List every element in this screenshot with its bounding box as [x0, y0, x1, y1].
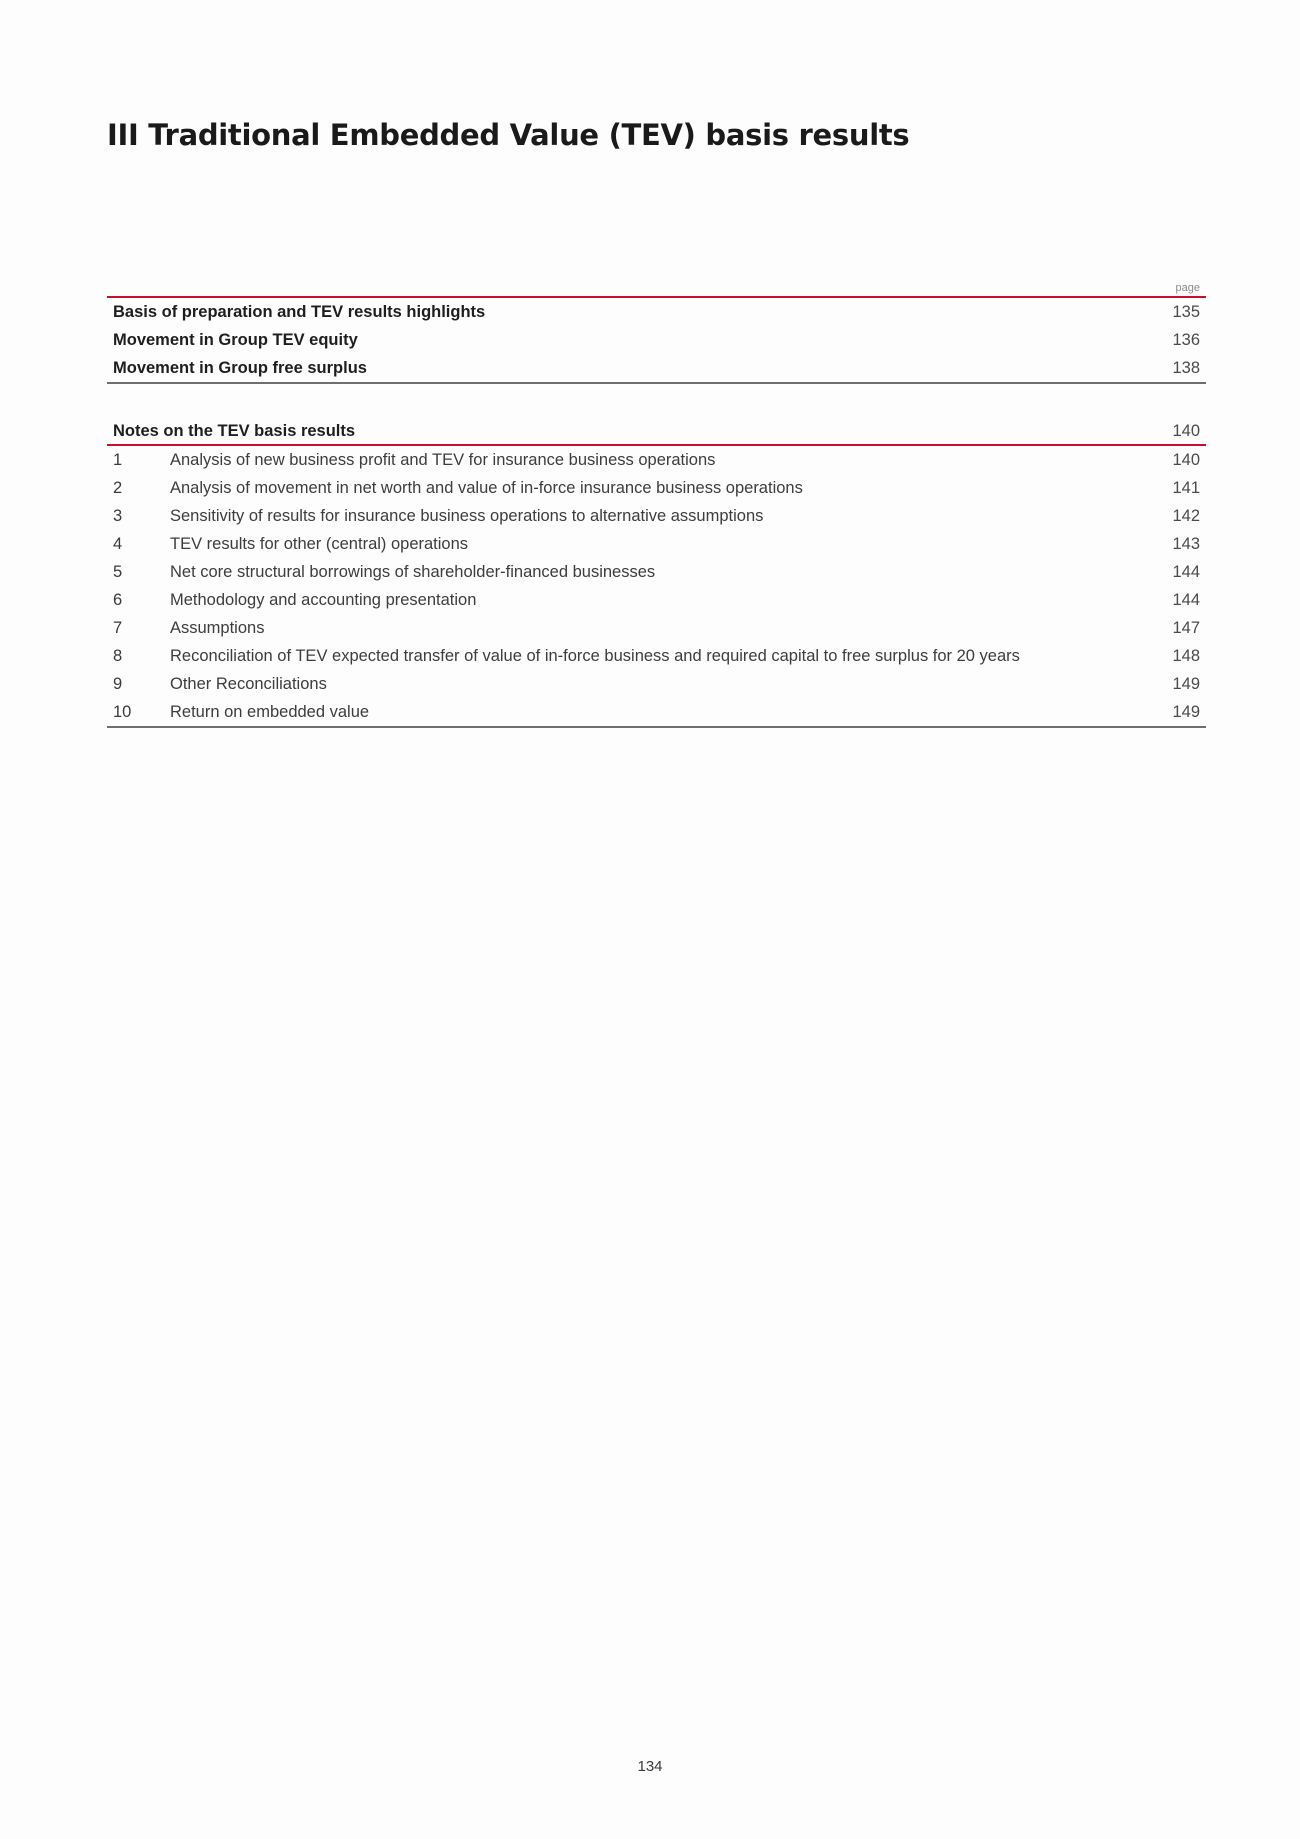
- note-label: Methodology and accounting presentation: [170, 590, 477, 609]
- note-page: 147: [1172, 618, 1200, 637]
- note-page: 143: [1172, 534, 1200, 553]
- note-page: 149: [1172, 674, 1200, 693]
- contents-row-label: Basis of preparation and TEV results highlights: [113, 302, 486, 321]
- note-number: 10: [113, 702, 132, 721]
- note-row[interactable]: [107, 558, 1206, 586]
- note-label: Analysis of movement in net worth and value of in-force insurance business operations: [170, 478, 803, 497]
- contents-row-page: 135: [1172, 302, 1200, 321]
- note-page: 141: [1172, 478, 1200, 497]
- note-row[interactable]: [107, 502, 1206, 530]
- contents-row-page: 138: [1172, 358, 1200, 377]
- grey-divider: [107, 382, 1206, 384]
- contents-notes-table: [107, 418, 1206, 728]
- note-page: 149: [1172, 702, 1200, 721]
- note-row[interactable]: [107, 642, 1206, 670]
- note-page: 144: [1172, 590, 1200, 609]
- note-row[interactable]: [107, 446, 1206, 474]
- notes-heading: Notes on the TEV basis results: [113, 421, 356, 440]
- note-number: 4: [113, 534, 123, 553]
- contents-row[interactable]: [107, 298, 1206, 326]
- note-label: TEV results for other (central) operations: [170, 534, 469, 553]
- note-page: 148: [1172, 646, 1200, 665]
- note-number: 6: [113, 590, 123, 609]
- note-row[interactable]: [107, 670, 1206, 698]
- note-label: Sensitivity of results for insurance business operations to alternative assumptions: [170, 506, 764, 525]
- notes-heading-row[interactable]: [107, 418, 1206, 444]
- note-number: 7: [113, 618, 123, 637]
- note-page: 144: [1172, 562, 1200, 581]
- note-label: Net core structural borrowings of shareholder-financed businesses: [170, 562, 656, 581]
- page-column-header: page: [1175, 282, 1200, 294]
- note-number: 9: [113, 674, 123, 693]
- contents-row[interactable]: [107, 354, 1206, 382]
- note-number: 3: [113, 506, 123, 525]
- note-number: 8: [113, 646, 123, 665]
- footer-page-number: 134: [637, 1758, 663, 1775]
- note-row[interactable]: [107, 614, 1206, 642]
- note-label: Return on embedded value: [170, 702, 370, 721]
- note-label: Reconciliation of TEV expected transfer of value of in-force business and required capital to free surplus for 20 years: [170, 646, 1020, 665]
- note-row[interactable]: [107, 698, 1206, 726]
- note-label: Analysis of new business profit and TEV for insurance business operations: [170, 450, 716, 469]
- note-label: Assumptions: [170, 618, 265, 637]
- contents-main-table: [107, 280, 1206, 384]
- note-label: Other Reconciliations: [170, 674, 327, 693]
- contents-row-page: 136: [1172, 330, 1200, 349]
- note-number: 1: [113, 450, 123, 469]
- note-number: 2: [113, 478, 123, 497]
- contents-row[interactable]: [107, 326, 1206, 354]
- note-page: 142: [1172, 506, 1200, 525]
- note-number: 5: [113, 562, 123, 581]
- notes-heading-page: 140: [1172, 421, 1200, 440]
- note-row[interactable]: [107, 586, 1206, 614]
- grey-divider: [107, 726, 1206, 728]
- page-title: III Traditional Embedded Value (TEV) basis results: [107, 118, 910, 152]
- note-row[interactable]: [107, 474, 1206, 502]
- contents-row-label: Movement in Group TEV equity: [113, 330, 358, 349]
- note-page: 140: [1172, 450, 1200, 469]
- contents-row-label: Movement in Group free surplus: [113, 358, 367, 377]
- note-row[interactable]: [107, 530, 1206, 558]
